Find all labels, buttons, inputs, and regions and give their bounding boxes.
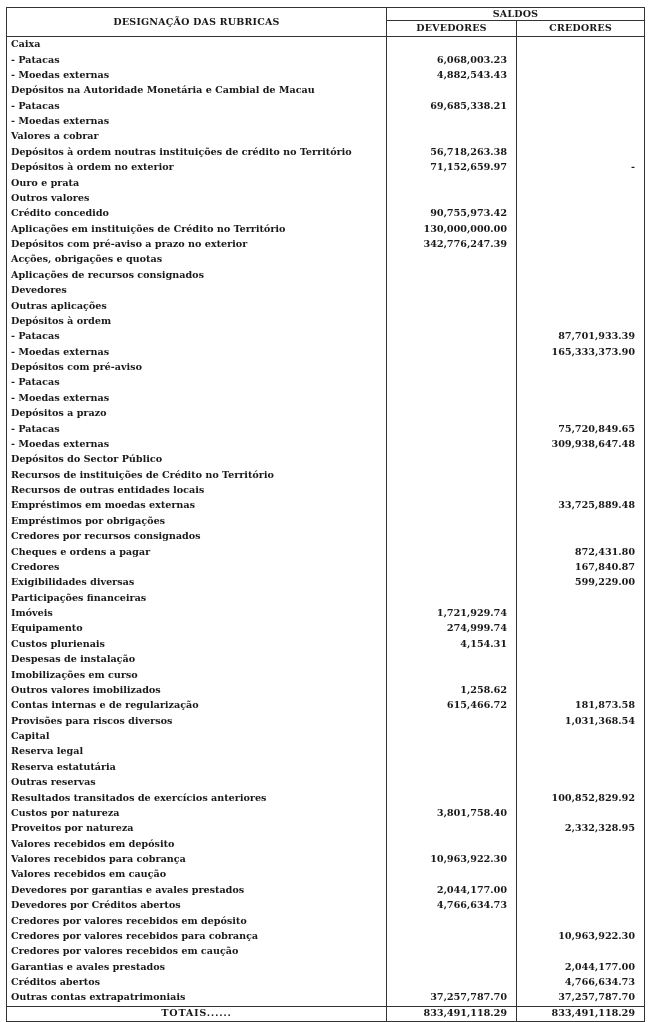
table-row [7, 175, 645, 190]
balance-table [6, 7, 645, 1022]
row-credores [517, 775, 645, 790]
row-label: Custos por natureza [7, 806, 387, 821]
row-label: Exigibilidades diversas [7, 575, 387, 590]
row-label: Credores por recursos consignados [7, 529, 387, 544]
row-devedores [387, 714, 517, 729]
row-label: Aplicações em instituições de Crédito no Território [7, 222, 387, 237]
table-row [7, 990, 645, 1006]
table-row [7, 867, 645, 882]
row-label: Recursos de instituições de Crédito no Território [7, 468, 387, 483]
table-row [7, 283, 645, 298]
row-credores [517, 852, 645, 867]
row-label: Outros valores imobilizados [7, 683, 387, 698]
row-label: Devedores [7, 283, 387, 298]
row-credores [517, 145, 645, 160]
row-credores: 37,257,787.70 [517, 990, 645, 1006]
row-devedores: 37,257,787.70 [387, 990, 517, 1006]
row-devedores [387, 514, 517, 529]
row-devedores [387, 775, 517, 790]
table-row [7, 298, 645, 313]
row-label: Cheques e ordens a pagar [7, 544, 387, 559]
row-label: Valores recebidos em caução [7, 867, 387, 882]
row-label: Participações financeiras [7, 591, 387, 606]
table-row [7, 591, 645, 606]
row-label: Outras contas extrapatrimoniais [7, 990, 387, 1006]
table-row [7, 498, 645, 513]
row-devedores [387, 175, 517, 190]
row-credores [517, 606, 645, 621]
row-label: Reserva legal [7, 744, 387, 759]
totals-row [7, 1006, 645, 1021]
row-label: Valores recebidos em depósito [7, 837, 387, 852]
row-devedores [387, 452, 517, 467]
row-label: - Moedas externas [7, 68, 387, 83]
row-label: Depósitos com pré-aviso [7, 360, 387, 375]
row-credores [517, 391, 645, 406]
row-credores [517, 99, 645, 114]
row-label: Custos plurienais [7, 637, 387, 652]
row-label: Capital [7, 729, 387, 744]
row-devedores [387, 560, 517, 575]
row-label: Depósitos à ordem [7, 314, 387, 329]
row-credores: 4,766,634.73 [517, 975, 645, 990]
row-devedores [387, 314, 517, 329]
row-devedores: 69,685,338.21 [387, 99, 517, 114]
row-devedores: 274,999.74 [387, 621, 517, 636]
row-label: - Moedas externas [7, 391, 387, 406]
row-label: Imóveis [7, 606, 387, 621]
totals-devedores: 833,491,118.29 [387, 1006, 517, 1021]
table-row [7, 206, 645, 221]
row-devedores [387, 790, 517, 805]
row-credores [517, 667, 645, 682]
row-devedores [387, 575, 517, 590]
row-devedores [387, 421, 517, 436]
table-row [7, 129, 645, 144]
row-label: - Moedas externas [7, 345, 387, 360]
row-devedores [387, 944, 517, 959]
table-row [7, 667, 645, 682]
row-devedores: 1,258.62 [387, 683, 517, 698]
table-row [7, 575, 645, 590]
table-row [7, 99, 645, 114]
row-devedores [387, 498, 517, 513]
row-devedores: 56,718,263.38 [387, 145, 517, 160]
row-credores [517, 114, 645, 129]
table-row [7, 329, 645, 344]
table-row [7, 606, 645, 621]
row-devedores [387, 191, 517, 206]
row-devedores [387, 591, 517, 606]
row-credores: 33,725,889.48 [517, 498, 645, 513]
row-devedores: 1,721,929.74 [387, 606, 517, 621]
row-devedores [387, 483, 517, 498]
row-credores [517, 760, 645, 775]
row-label: - Patacas [7, 375, 387, 390]
row-devedores [387, 960, 517, 975]
row-devedores: 3,801,758.40 [387, 806, 517, 821]
row-label: Outros valores [7, 191, 387, 206]
saldos-header: SALDOS [387, 8, 645, 21]
table-row [7, 421, 645, 436]
row-devedores: 342,776,247.39 [387, 237, 517, 252]
row-credores: 872,431.80 [517, 544, 645, 559]
row-devedores [387, 391, 517, 406]
row-credores: 167,840.87 [517, 560, 645, 575]
row-label: Depósitos à ordem no exterior [7, 160, 387, 175]
row-credores [517, 621, 645, 636]
table-row [7, 929, 645, 944]
row-devedores [387, 913, 517, 928]
row-label: Caixa [7, 37, 387, 53]
row-devedores: 90,755,973.42 [387, 206, 517, 221]
row-label: Imobilizações em curso [7, 667, 387, 682]
table-row [7, 268, 645, 283]
table-row [7, 391, 645, 406]
table-row [7, 790, 645, 805]
balance-sheet [6, 7, 644, 1022]
table-row [7, 345, 645, 360]
row-label: - Patacas [7, 421, 387, 436]
row-devedores [387, 837, 517, 852]
row-devedores: 615,466.72 [387, 698, 517, 713]
row-devedores: 4,154.31 [387, 637, 517, 652]
row-credores [517, 744, 645, 759]
row-label: Ouro e prata [7, 175, 387, 190]
row-label: Valores a cobrar [7, 129, 387, 144]
row-credores [517, 483, 645, 498]
row-devedores [387, 437, 517, 452]
table-row [7, 544, 645, 559]
table-row [7, 621, 645, 636]
row-credores [517, 883, 645, 898]
row-label: Empréstimos por obrigações [7, 514, 387, 529]
row-label: Credores por valores recebidos para cobrança [7, 929, 387, 944]
row-credores [517, 591, 645, 606]
table-row [7, 514, 645, 529]
row-devedores [387, 821, 517, 836]
row-credores [517, 268, 645, 283]
table-row [7, 483, 645, 498]
table-row [7, 744, 645, 759]
table-row [7, 145, 645, 160]
row-credores [517, 37, 645, 53]
table-row [7, 898, 645, 913]
row-label: Proveitos por natureza [7, 821, 387, 836]
row-devedores: 2,044,177.00 [387, 883, 517, 898]
row-credores: 165,333,373.90 [517, 345, 645, 360]
row-label: Acções, obrigações e quotas [7, 252, 387, 267]
row-devedores [387, 345, 517, 360]
table-row [7, 975, 645, 990]
table-row [7, 237, 645, 252]
table-row [7, 913, 645, 928]
row-label: Credores por valores recebidos em depósito [7, 913, 387, 928]
row-label: Resultados transitados de exercícios anteriores [7, 790, 387, 805]
row-devedores: 10,963,922.30 [387, 852, 517, 867]
row-label: Valores recebidos para cobrança [7, 852, 387, 867]
row-devedores [387, 867, 517, 882]
row-label: Outras aplicações [7, 298, 387, 313]
row-label: - Moedas externas [7, 114, 387, 129]
table-row [7, 944, 645, 959]
row-label: Depósitos com pré-aviso a prazo no exterior [7, 237, 387, 252]
table-row [7, 252, 645, 267]
table-row [7, 160, 645, 175]
table-row [7, 468, 645, 483]
row-devedores [387, 298, 517, 313]
row-label: - Moedas externas [7, 437, 387, 452]
table-row [7, 314, 645, 329]
row-credores: 309,938,647.48 [517, 437, 645, 452]
row-credores [517, 898, 645, 913]
row-credores [517, 175, 645, 190]
table-row [7, 883, 645, 898]
row-devedores [387, 114, 517, 129]
table-row [7, 452, 645, 467]
row-label: Depósitos do Sector Público [7, 452, 387, 467]
table-row [7, 68, 645, 83]
row-label: Depósitos a prazo [7, 406, 387, 421]
row-label: Depósitos na Autoridade Monetária e Cambial de Macau [7, 83, 387, 98]
row-credores: 599,229.00 [517, 575, 645, 590]
row-label: Contas internas e de regularização [7, 698, 387, 713]
devedores-header: DEVEDORES [387, 21, 517, 37]
row-devedores [387, 729, 517, 744]
row-devedores [387, 37, 517, 53]
row-credores [517, 206, 645, 221]
row-credores [517, 406, 645, 421]
row-devedores [387, 652, 517, 667]
table-row [7, 360, 645, 375]
table-row [7, 52, 645, 67]
credores-header: CREDORES [517, 21, 645, 37]
row-credores [517, 375, 645, 390]
row-devedores: 6,068,003.23 [387, 52, 517, 67]
table-row [7, 637, 645, 652]
table-row [7, 775, 645, 790]
row-devedores [387, 283, 517, 298]
row-credores [517, 729, 645, 744]
row-credores [517, 944, 645, 959]
table-row [7, 760, 645, 775]
table-row [7, 83, 645, 98]
table-row [7, 406, 645, 421]
table-row [7, 375, 645, 390]
row-credores [517, 283, 645, 298]
row-devedores [387, 760, 517, 775]
row-credores: 100,852,829.92 [517, 790, 645, 805]
row-devedores [387, 929, 517, 944]
row-credores [517, 837, 645, 852]
row-credores [517, 360, 645, 375]
row-label: Despesas de instalação [7, 652, 387, 667]
row-label: - Patacas [7, 99, 387, 114]
row-label: Equipamento [7, 621, 387, 636]
row-credores [517, 452, 645, 467]
row-credores [517, 68, 645, 83]
row-devedores [387, 268, 517, 283]
row-devedores: 4,882,543.43 [387, 68, 517, 83]
row-devedores [387, 360, 517, 375]
row-devedores [387, 744, 517, 759]
table-row [7, 821, 645, 836]
table-row [7, 37, 645, 53]
table-row [7, 529, 645, 544]
row-credores: 87,701,933.39 [517, 329, 645, 344]
row-devedores [387, 975, 517, 990]
row-credores: 181,873.58 [517, 698, 645, 713]
row-label: Depósitos à ordem noutras instituições de crédito no Território [7, 145, 387, 160]
row-devedores [387, 667, 517, 682]
table-row [7, 560, 645, 575]
row-credores [517, 314, 645, 329]
table-row [7, 698, 645, 713]
row-label: - Patacas [7, 329, 387, 344]
row-credores [517, 637, 645, 652]
table-body [7, 37, 645, 1007]
row-credores [517, 683, 645, 698]
row-credores [517, 514, 645, 529]
row-credores [517, 129, 645, 144]
table-row [7, 191, 645, 206]
row-credores: 2,044,177.00 [517, 960, 645, 975]
row-label: Garantias e avales prestados [7, 960, 387, 975]
row-label: Créditos abertos [7, 975, 387, 990]
table-row [7, 437, 645, 452]
row-devedores [387, 406, 517, 421]
row-devedores [387, 468, 517, 483]
row-credores: 75,720,849.65 [517, 421, 645, 436]
row-credores [517, 652, 645, 667]
table-row [7, 652, 645, 667]
table-row [7, 960, 645, 975]
table-row [7, 222, 645, 237]
table-row [7, 729, 645, 744]
row-credores [517, 52, 645, 67]
row-credores [517, 529, 645, 544]
row-devedores: 71,152,659.97 [387, 160, 517, 175]
row-devedores [387, 129, 517, 144]
totals-label: TOTAIS...... [7, 1006, 387, 1021]
row-label: Aplicações de recursos consignados [7, 268, 387, 283]
row-credores [517, 237, 645, 252]
row-devedores: 130,000,000.00 [387, 222, 517, 237]
row-credores [517, 806, 645, 821]
row-devedores [387, 329, 517, 344]
row-devedores [387, 83, 517, 98]
row-label: Crédito concedido [7, 206, 387, 221]
designacao-header: DESIGNAÇÃO DAS RUBRICAS [7, 8, 387, 37]
row-credores: 1,031,368.54 [517, 714, 645, 729]
row-devedores [387, 252, 517, 267]
row-credores [517, 867, 645, 882]
row-label: Outras reservas [7, 775, 387, 790]
row-devedores [387, 529, 517, 544]
row-credores [517, 252, 645, 267]
row-label: Devedores por garantias e avales prestados [7, 883, 387, 898]
row-credores: 10,963,922.30 [517, 929, 645, 944]
row-label: - Patacas [7, 52, 387, 67]
row-label: Devedores por Créditos abertos [7, 898, 387, 913]
row-credores [517, 913, 645, 928]
row-credores [517, 298, 645, 313]
row-label: Reserva estatutária [7, 760, 387, 775]
row-label: Provisões para riscos diversos [7, 714, 387, 729]
row-credores [517, 222, 645, 237]
table-row [7, 714, 645, 729]
row-label: Credores [7, 560, 387, 575]
row-label: Credores por valores recebidos em caução [7, 944, 387, 959]
table-row [7, 837, 645, 852]
row-credores [517, 83, 645, 98]
row-credores: 2,332,328.95 [517, 821, 645, 836]
row-devedores [387, 544, 517, 559]
table-row [7, 852, 645, 867]
row-credores [517, 468, 645, 483]
row-credores: - [517, 160, 645, 175]
table-row [7, 114, 645, 129]
row-devedores [387, 375, 517, 390]
table-row [7, 683, 645, 698]
row-label: Recursos de outras entidades locais [7, 483, 387, 498]
row-credores [517, 191, 645, 206]
row-label: Empréstimos em moedas externas [7, 498, 387, 513]
table-row [7, 806, 645, 821]
totals-credores: 833,491,118.29 [517, 1006, 645, 1021]
row-devedores: 4,766,634.73 [387, 898, 517, 913]
